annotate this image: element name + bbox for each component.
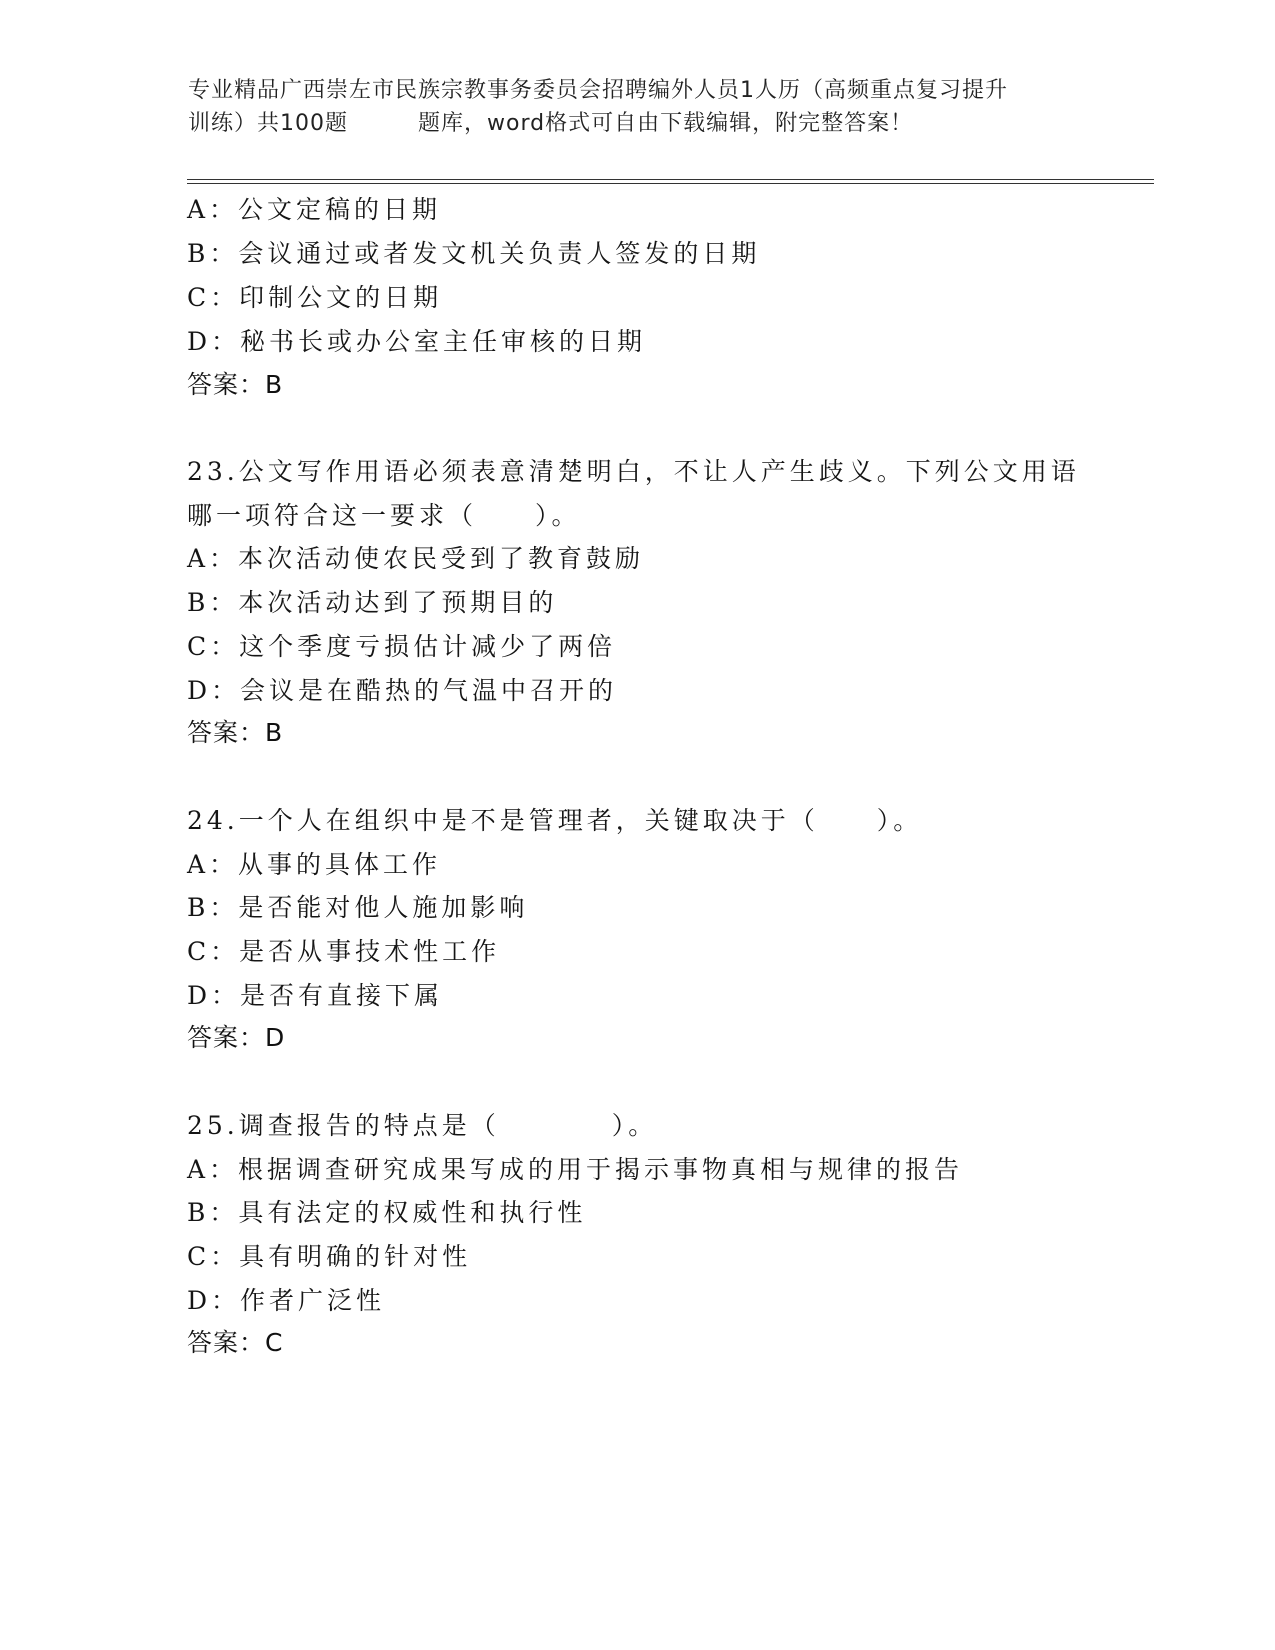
q25-option-d: D：作者广泛性 — [187, 1286, 386, 1315]
q23-answer: 答案：B — [187, 718, 284, 747]
header-line-2-part-2: 题库，word格式可自由下载编辑，附完整答案！ — [418, 111, 914, 136]
header-line-2 — [188, 107, 1088, 140]
q25-stem — [187, 1106, 657, 1142]
q25-option-a: A：根据调查研究成果写成的用于揭示事物真相与规律的报告 — [187, 1155, 964, 1184]
q22-option-d: D：秘书长或办公室主任审核的日期 — [187, 327, 647, 356]
header-line-2-part-1: 训练）共100题 — [188, 111, 348, 136]
q22-option-c: C：印制公文的日期 — [187, 283, 443, 312]
header-divider-bottom — [187, 183, 1154, 184]
q23-option-a: A：本次活动使农民受到了教育鼓励 — [187, 544, 645, 573]
q25-option-c: C：具有明确的针对性 — [187, 1242, 472, 1271]
page-header — [188, 74, 1088, 140]
q25-answer: 答案：C — [187, 1328, 284, 1357]
q24-option-c: C：是否从事技术性工作 — [187, 937, 501, 966]
q22-answer: 答案：B — [187, 370, 284, 399]
q24-answer: 答案：D — [187, 1023, 286, 1052]
q24-option-a: A：从事的具体工作 — [187, 850, 442, 879]
q24-stem — [187, 801, 922, 837]
q25-stem-part-2: ）。 — [611, 1111, 658, 1140]
header-divider-top — [187, 179, 1154, 180]
q23-stem-line-2 — [187, 496, 581, 532]
q24-option-b: B：是否能对他人施加影响 — [187, 893, 529, 922]
q23-stem-line-1: 23.公文写作用语必须表意清楚明白，不让人产生歧义。下列公文用语 — [187, 457, 1080, 486]
q24-stem-part-1: 24.一个人在组织中是不是管理者，关键取决于（ — [187, 806, 819, 835]
q23-stem-part-1: 哪一项符合这一要求（ — [187, 501, 478, 530]
q23-option-d: D：会议是在酷热的气温中召开的 — [187, 676, 618, 705]
q25-stem-part-1: 25.调查报告的特点是（ — [187, 1111, 500, 1140]
q24-stem-part-2: ）。 — [876, 806, 923, 835]
q22-option-b: B：会议通过或者发文机关负责人签发的日期 — [187, 239, 761, 268]
q23-option-c: C：这个季度亏损估计减少了两倍 — [187, 632, 617, 661]
q24-option-d: D：是否有直接下属 — [187, 981, 444, 1010]
q23-option-b: B：本次活动达到了预期目的 — [187, 588, 558, 617]
q22-option-a: A：公文定稿的日期 — [187, 195, 442, 224]
q25-option-b: B：具有法定的权威性和执行性 — [187, 1198, 587, 1227]
header-line-1: 专业精品广西崇左市民族宗教事务委员会招聘编外人员1人历（高频重点复习提升 — [188, 78, 1008, 103]
q23-stem-part-2: ）。 — [535, 501, 581, 530]
